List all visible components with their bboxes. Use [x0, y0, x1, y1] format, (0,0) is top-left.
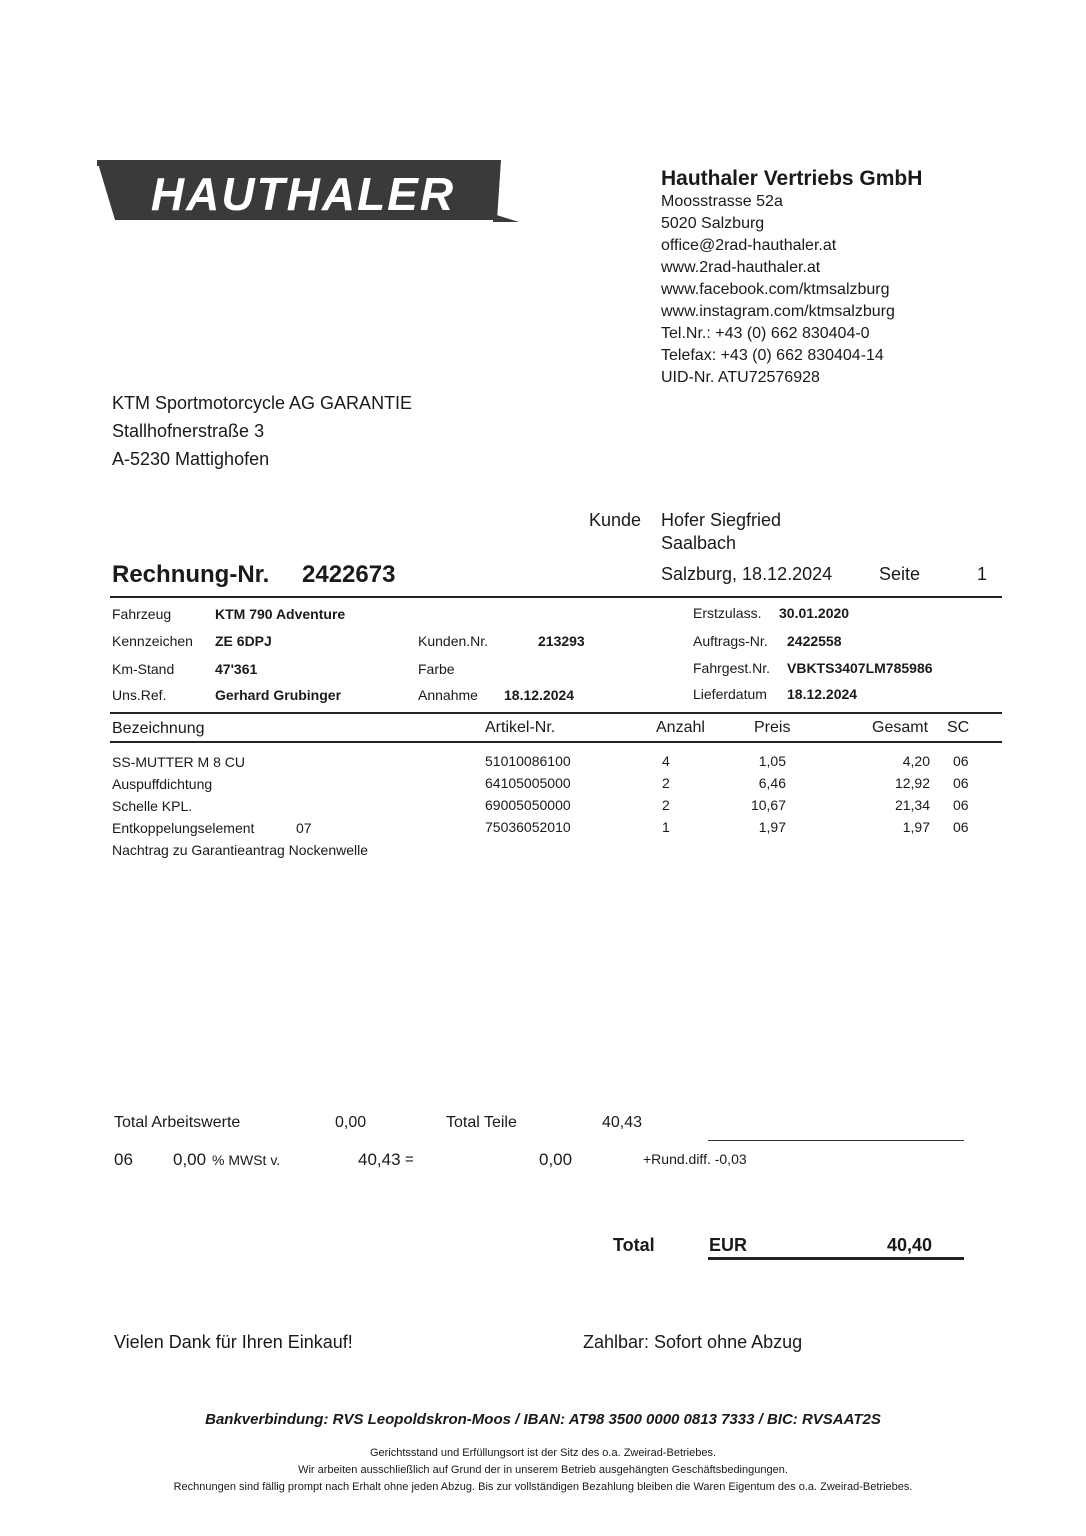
fahrzeug-value: KTM 790 Adventure	[215, 606, 346, 622]
company-address-block	[661, 191, 895, 389]
fahrgestnr-value: VBKTS3407LM785986	[787, 660, 933, 676]
lieferdatum-value: 18.12.2024	[787, 686, 858, 702]
legal-line: Gerichtsstand und Erfüllungsort ist der Sitz des o.a. Zweirad-Betriebes.	[369, 1447, 717, 1459]
row-quantity: 1	[662, 819, 670, 835]
col-header-gesamt: Gesamt	[872, 719, 929, 736]
row-price: 10,67	[750, 797, 786, 813]
row-price: 1,05	[758, 753, 786, 769]
grand-total-value: 40,40	[886, 1235, 932, 1255]
company-facebook: www.facebook.com/ktmsalzburg	[661, 281, 890, 298]
legal-line: Wir arbeiten ausschließlich auf Grund der in unserem Betrieb ausgehängten Geschäftsbedingungen.	[298, 1464, 788, 1476]
customer-name: Hofer Siegfried	[661, 510, 782, 530]
customer-city: Saalbach	[661, 533, 737, 553]
erstzulass-value: 30.01.2020	[779, 605, 850, 621]
total-teile-label: Total Teile	[446, 1114, 517, 1131]
kundennr-value: 213293	[538, 633, 585, 649]
divider-grand-total	[708, 1257, 964, 1260]
company-website: www.2rad-hauthaler.at	[661, 259, 821, 276]
divider-subtotal	[708, 1140, 964, 1141]
row-quantity: 2	[662, 775, 670, 791]
fahrgestnr-label: Fahrgest.Nr.	[693, 660, 771, 676]
divider-top	[110, 596, 1002, 598]
rounding-difference: +Rund.diff. -0,03	[643, 1151, 747, 1167]
company-phone: Tel.Nr.: +43 (0) 662 830404-0	[661, 325, 870, 342]
row-total: 21,34	[894, 797, 930, 813]
company-name: Hauthaler Vertriebs GmbH	[661, 167, 923, 190]
invoice-number: 2422673	[302, 561, 396, 588]
total-arbeitswerte-value: 0,00	[335, 1114, 367, 1131]
company-street: Moosstrasse 52a	[661, 193, 783, 210]
invoice-title-label: Rechnung-Nr.	[112, 561, 270, 588]
row-quantity: 2	[662, 797, 670, 813]
legal-notes	[0, 1445, 1086, 1496]
grand-total-currency: EUR	[709, 1235, 748, 1255]
tax-amount: 0,00	[539, 1150, 573, 1169]
row-description: SS-MUTTER M 8 CU	[112, 754, 245, 770]
row-article-number: 75036052010	[485, 819, 571, 835]
row-quantity: 4	[662, 753, 670, 769]
page-number: 1	[977, 564, 988, 584]
kmstand-value: 47'361	[215, 661, 258, 677]
divider-vehicle	[110, 712, 1002, 714]
kmstand-label: Km-Stand	[112, 661, 175, 677]
table-note: Nachtrag zu Garantieantrag Nockenwelle	[112, 842, 369, 858]
recipient-street: Stallhofnerstraße 3	[112, 421, 265, 441]
divider-table-header	[110, 741, 1002, 743]
row-article-number: 69005050000	[485, 797, 571, 813]
payment-terms: Zahlbar: Sofort ohne Abzug	[583, 1332, 803, 1352]
row-article-number: 64105005000	[485, 775, 571, 791]
col-header-bezeichnung: Bezeichnung	[112, 720, 205, 737]
row-description: Schelle KPL.	[112, 798, 193, 814]
row-sc: 06	[953, 797, 969, 813]
row-sc: 06	[953, 753, 969, 769]
logo-text: HAUTHALER	[150, 168, 456, 220]
col-header-sc: SC	[947, 719, 970, 736]
annahme-value: 18.12.2024	[504, 687, 575, 703]
row-sc: 06	[953, 819, 969, 835]
row-description: Entkoppelungselement	[112, 820, 255, 836]
fahrzeug-label: Fahrzeug	[112, 606, 172, 622]
recipient-address	[112, 389, 412, 473]
total-arbeitswerte-label: Total Arbeitswerte	[114, 1114, 241, 1131]
bank-details: Bankverbindung: RVS Leopoldskron-Moos / IBAN: AT98 3500 0000 0813 7333 / BIC: RVSAAT2S	[205, 1411, 881, 1428]
tax-label: % MWSt v.	[212, 1152, 281, 1168]
col-header-preis: Preis	[754, 719, 791, 736]
annahme-label: Annahme	[418, 687, 478, 703]
kennzeichen-label: Kennzeichen	[112, 633, 193, 649]
company-city: 5020 Salzburg	[661, 215, 765, 232]
row-price: 6,46	[758, 775, 786, 791]
row-article-number: 51010086100	[485, 753, 571, 769]
grand-total-label: Total	[613, 1235, 655, 1255]
col-header-artikel: Artikel-Nr.	[485, 719, 556, 736]
company-vat-id: UID-Nr. ATU72576928	[661, 369, 820, 386]
company-fax: Telefax: +43 (0) 662 830404-14	[661, 347, 884, 364]
kundennr-label: Kunden.Nr.	[418, 633, 489, 649]
row-total: 4,20	[902, 753, 930, 769]
erstzulass-label: Erstzulass.	[693, 605, 762, 621]
row-total: 1,97	[902, 819, 930, 835]
tax-base: 40,43	[358, 1150, 401, 1169]
row-description-extra: 07	[296, 820, 312, 836]
recipient-name: KTM Sportmotorcycle AG GARANTIE	[112, 393, 413, 413]
thanks-message: Vielen Dank für Ihren Einkauf!	[114, 1332, 353, 1352]
kennzeichen-value: ZE 6DPJ	[215, 633, 272, 649]
row-sc: 06	[953, 775, 969, 791]
recipient-city: A-5230 Mattighofen	[112, 449, 270, 469]
col-header-anzahl: Anzahl	[656, 719, 705, 736]
customer-label: Kunde	[589, 510, 642, 530]
unsref-value: Gerhard Grubinger	[215, 687, 342, 703]
auftragsnr-label: Auftrags-Nr.	[693, 633, 768, 649]
row-description: Auspuffdichtung	[112, 776, 213, 792]
row-price: 1,97	[758, 819, 786, 835]
page-label: Seite	[879, 564, 921, 584]
auftragsnr-value: 2422558	[787, 633, 842, 649]
tax-rate: 0,00	[173, 1150, 207, 1169]
total-teile-value: 40,43	[602, 1114, 643, 1131]
tax-code: 06	[114, 1150, 133, 1169]
row-total: 12,92	[894, 775, 930, 791]
company-logo	[97, 158, 519, 224]
unsref-label: Uns.Ref.	[112, 687, 167, 703]
lieferdatum-label: Lieferdatum	[693, 686, 767, 702]
invoice-place-date: Salzburg, 18.12.2024	[661, 564, 833, 584]
company-email: office@2rad-hauthaler.at	[661, 237, 837, 254]
farbe-label: Farbe	[418, 661, 455, 677]
legal-line: Rechnungen sind fällig prompt nach Erhalt ohne jeden Abzug. Bis zur vollständigen Bezahlung bleiben die Waren Eigentum des o.a. Zweirad-Betriebes.	[173, 1481, 913, 1493]
company-instagram: www.instagram.com/ktmsalzburg	[661, 303, 895, 320]
tax-equals: =	[405, 1151, 414, 1168]
